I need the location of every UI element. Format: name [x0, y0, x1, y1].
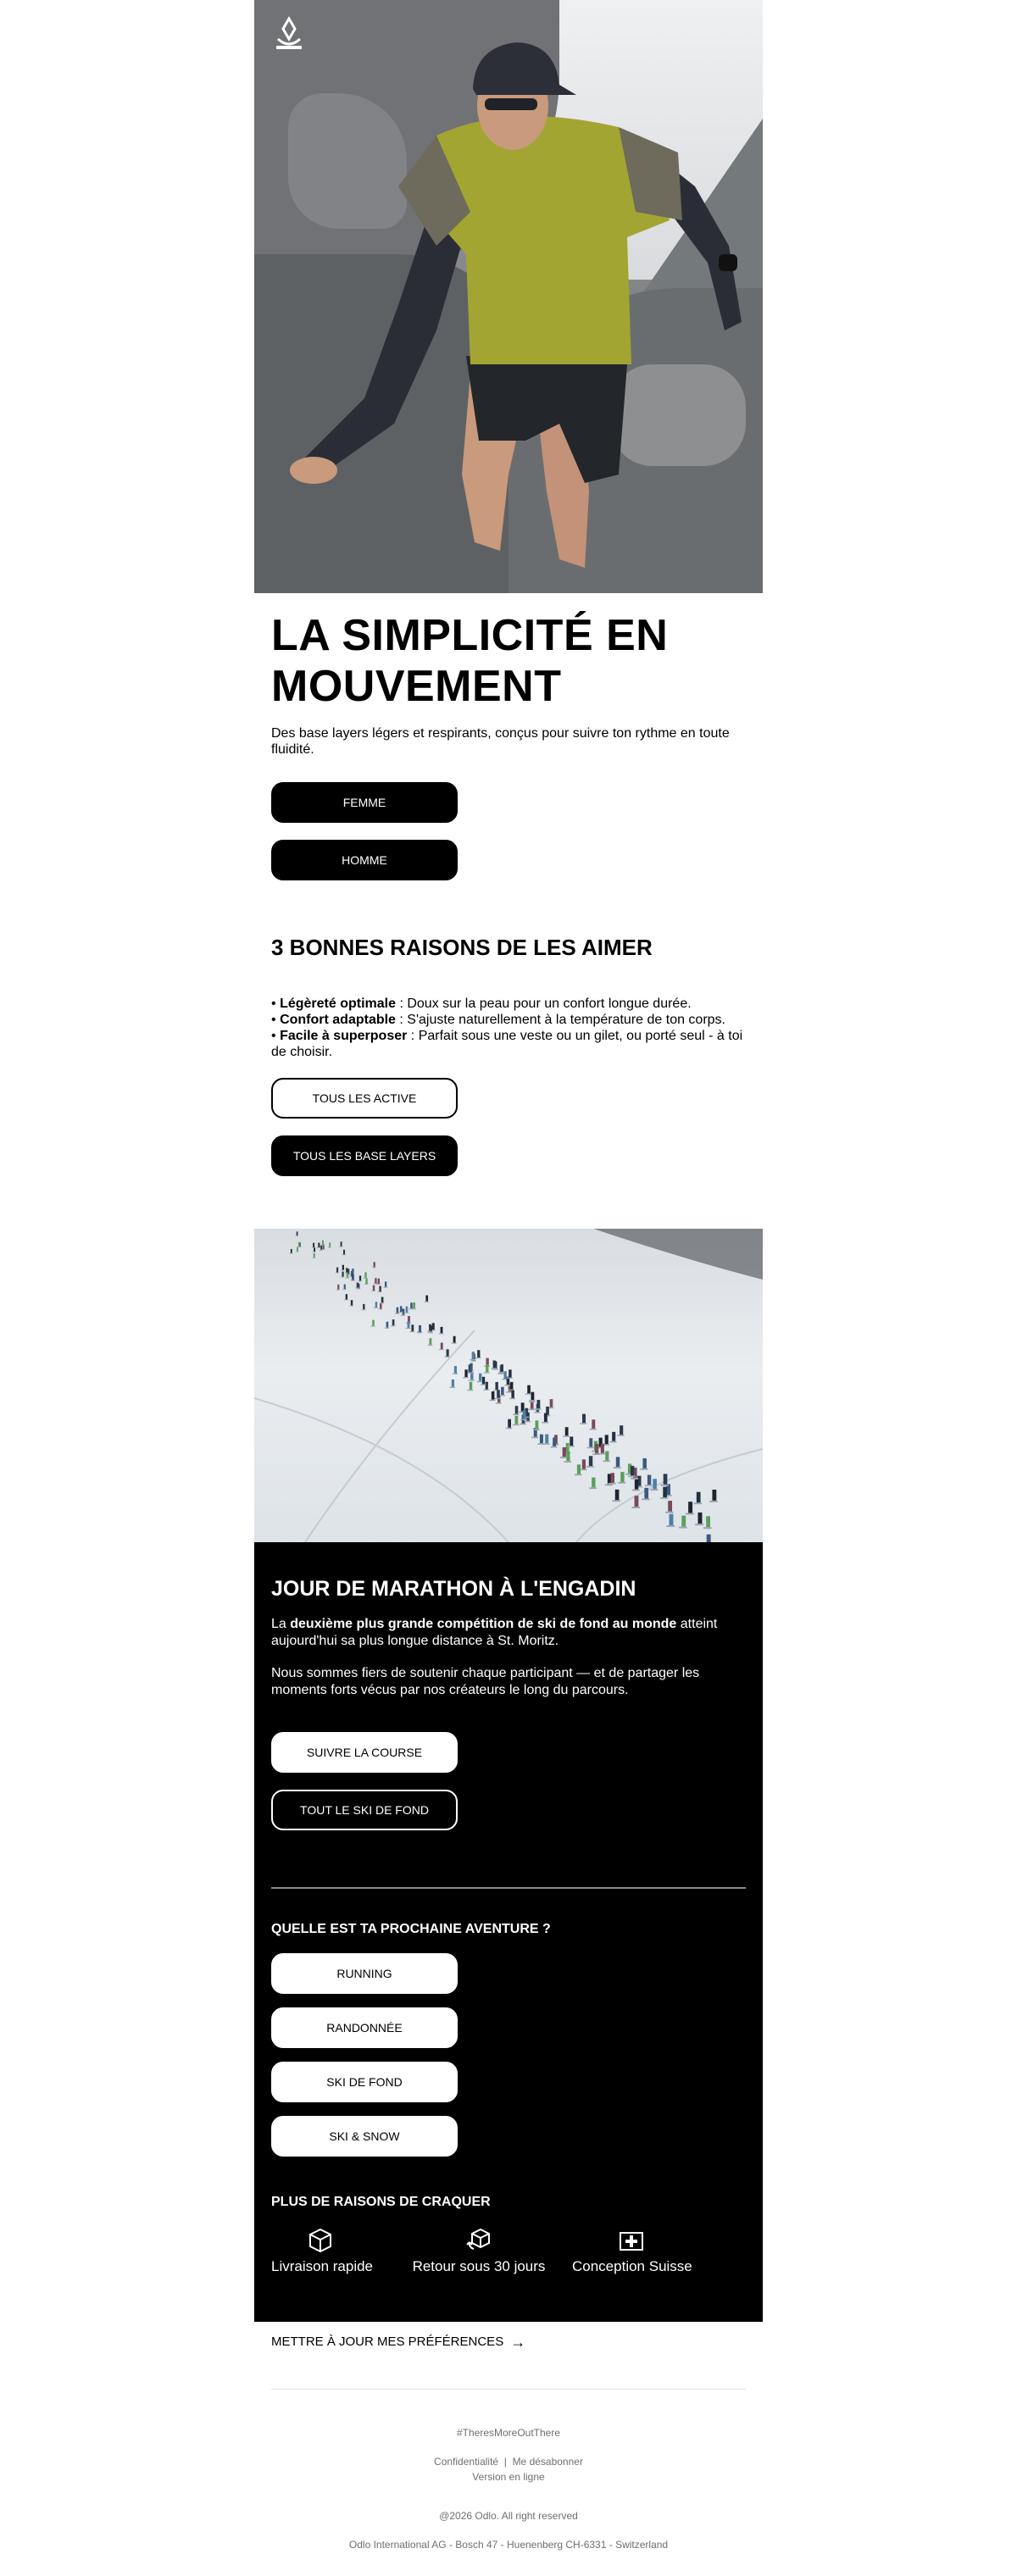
odlo-logo-icon[interactable] — [270, 14, 308, 53]
skier-figure — [695, 1513, 703, 1525]
skier-figure — [344, 1294, 348, 1300]
perk-swiss-design — [572, 2227, 691, 2275]
skier-figure — [439, 1343, 444, 1351]
skier-figure — [362, 1304, 366, 1310]
update-preferences-link[interactable] — [271, 2334, 525, 2350]
swiss-cross-icon — [618, 2227, 645, 2254]
page-title-line1: LA SIMPLICITÉ EN — [271, 611, 669, 660]
running-button[interactable]: RUNNING — [271, 1953, 458, 1994]
skier-figure — [444, 1349, 449, 1357]
skier-figure — [665, 1501, 674, 1513]
skier-figure — [296, 1247, 299, 1252]
arrow-right-icon: → — [510, 2334, 526, 2351]
femme-button[interactable]: FEMME — [271, 782, 458, 823]
link-separator: | — [503, 2456, 507, 2468]
preferences-label: METTRE À JOUR MES PRÉFÉRENCES — [271, 2334, 504, 2349]
skier-figure — [364, 1279, 369, 1285]
runner-illustration — [254, 0, 763, 593]
follow-race-button[interactable]: SUIVRE LA COURSE — [271, 1732, 458, 1773]
skier-figure — [358, 1275, 361, 1281]
skier-figure — [339, 1241, 342, 1246]
skier-figure — [666, 1514, 675, 1527]
skier-figure — [475, 1350, 481, 1358]
skier-figure — [380, 1297, 384, 1304]
intro-text: Des base layers légers et respirants, conçus pour suivre ton rythme en toute fluidité. — [271, 726, 730, 757]
adventure-title: QUELLE EST TA PROCHAINE AVENTURE ? — [271, 1922, 551, 1936]
return-box-icon — [465, 2227, 492, 2254]
all-cross-country-button[interactable]: TOUT LE SKI DE FOND — [271, 1790, 458, 1830]
perk-return-30-days — [411, 2227, 547, 2275]
hashtag: #TheresMoreOutThere — [456, 2427, 561, 2439]
skier-figure — [703, 1516, 712, 1529]
skier-figure — [513, 1406, 519, 1415]
skier-figure — [589, 1478, 597, 1490]
skier-figure — [493, 1382, 499, 1391]
footer-divider — [271, 2389, 746, 2390]
cross-country-ski-button[interactable]: SKI DE FOND — [271, 2062, 458, 2102]
skier-figure — [590, 1419, 597, 1430]
all-active-button[interactable]: TOUS LES ACTIVE — [271, 1078, 458, 1119]
skier-figure — [335, 1268, 338, 1274]
skier-figure — [378, 1286, 382, 1293]
skier-figure — [463, 1369, 469, 1378]
skier-figure — [395, 1307, 399, 1314]
skier-figure — [543, 1435, 550, 1445]
skier-figure — [425, 1296, 429, 1302]
skier-figure — [709, 1490, 718, 1502]
skier-figure — [328, 1242, 331, 1247]
skier-figure — [537, 1435, 544, 1445]
copyright: @2026 Odlo. All right reserved — [439, 2510, 578, 2522]
skiers-illustration — [254, 1229, 763, 1542]
online-version-row — [254, 2471, 763, 2484]
reason-item: • Confort adaptable : S'ajuste naturellement à la température de ton corps. — [271, 1013, 725, 1027]
skier-figure — [372, 1262, 376, 1268]
skier-figure — [489, 1391, 495, 1401]
skier-figure — [450, 1380, 456, 1388]
skier-figure — [513, 1416, 520, 1426]
skier-figure — [499, 1364, 505, 1373]
skier-figure — [378, 1303, 382, 1310]
footer-links — [254, 2456, 763, 2468]
reasons-list — [271, 996, 746, 1060]
email-body — [254, 0, 763, 2576]
privacy-link[interactable]: Confidentialité — [434, 2456, 499, 2468]
skier-figure — [703, 1535, 712, 1542]
perk-label: Conception Suisse — [572, 2258, 692, 2274]
marathon-section — [254, 1542, 763, 2322]
reason-item: • Légèreté optimale : Doux sur la peau pour un confort longue durée. — [271, 997, 692, 1011]
skier-figure — [535, 1400, 542, 1410]
skier-figure — [563, 1427, 570, 1437]
skier-figure — [391, 1319, 395, 1326]
skier-figure — [580, 1459, 586, 1470]
intro-section — [254, 610, 763, 1229]
skier-figure — [614, 1457, 621, 1468]
company-address: Odlo International AG - Bosch 47 - Huenenberg CH-6331 - Switzerland — [348, 2539, 669, 2551]
skier-figure — [342, 1250, 346, 1255]
skier-figure — [371, 1285, 375, 1291]
skier-figure — [317, 1243, 320, 1248]
skier-figure — [385, 1322, 389, 1329]
skier-figure — [383, 1281, 387, 1287]
skier-figure — [587, 1438, 594, 1448]
skier-figure — [295, 1231, 298, 1236]
skier-figure — [468, 1382, 474, 1391]
skier-figure — [477, 1374, 483, 1382]
marathon-image[interactable] — [254, 1229, 763, 1542]
page-title-line2: MOUVEMENT — [271, 662, 562, 711]
footer — [254, 2322, 763, 2576]
skier-figure — [525, 1385, 531, 1395]
hero-image[interactable] — [254, 0, 763, 593]
skier-figure — [342, 1284, 346, 1290]
skier-figure — [694, 1492, 702, 1504]
skier-figure — [374, 1278, 378, 1284]
hiking-button[interactable]: RANDONNÉE — [271, 2007, 458, 2048]
skier-figure — [336, 1285, 340, 1291]
marathon-title: JOUR DE MARATHON À L'ENGADIN — [271, 1577, 636, 1601]
skier-figure — [506, 1419, 513, 1430]
perk-fast-delivery — [271, 2227, 374, 2275]
skier-figure — [428, 1338, 433, 1346]
ski-snow-button[interactable]: SKI & SNOW — [271, 2116, 458, 2157]
perk-label: Livraison rapide — [271, 2258, 374, 2274]
reason-item: • Facile à superposer : Parfait sous une veste ou un gilet, ou porté seul - à toi de choisir. — [271, 1029, 743, 1059]
skier-figure — [640, 1458, 647, 1470]
unsubscribe-link[interactable]: Me désabonner — [512, 2456, 583, 2468]
skier-figure — [404, 1307, 408, 1313]
skier-figure — [408, 1302, 413, 1309]
skier-figure — [370, 1320, 375, 1327]
skier-figure — [439, 1327, 444, 1335]
skier-figure — [618, 1472, 625, 1484]
skier-figure — [349, 1300, 353, 1306]
all-base-layers-button[interactable]: TOUS LES BASE LAYERS — [271, 1135, 458, 1176]
skier-figure — [452, 1336, 457, 1344]
skier-figure — [679, 1516, 687, 1529]
marathon-paragraph-1: La deuxième plus grande compétition de ski de fond au monde atteint aujourd'hui sa plus longue distance à St. Moritz. — [271, 1617, 718, 1648]
skier-figure — [364, 1272, 368, 1278]
box-icon — [307, 2227, 334, 2254]
skier-figure — [613, 1490, 620, 1502]
skier-figure — [617, 1425, 624, 1436]
skier-figure — [374, 1302, 378, 1308]
online-version-link[interactable]: Version en ligne — [472, 2471, 545, 2483]
skier-figure — [645, 1475, 653, 1486]
skier-figure — [341, 1265, 344, 1271]
skier-figure — [686, 1502, 694, 1514]
skier-figure — [341, 1272, 344, 1278]
skier-figure — [609, 1432, 616, 1443]
skier-figure — [499, 1387, 505, 1396]
perks-title: PLUS DE RAISONS DE CRAQUER — [271, 2195, 491, 2209]
skier-figure — [290, 1249, 293, 1254]
skier-figure — [586, 1456, 594, 1468]
page-title — [271, 610, 746, 712]
perk-label: Retour sous 30 jours — [412, 2258, 546, 2274]
reasons-title: 3 BONNES RAISONS DE LES AIMER — [271, 935, 653, 960]
skier-figure — [312, 1253, 315, 1258]
skier-figure — [580, 1414, 586, 1424]
skier-figure — [453, 1366, 458, 1374]
homme-button[interactable]: HOMME — [271, 840, 458, 880]
section-divider — [271, 1887, 746, 1889]
marathon-paragraph-2: Nous sommes fiers de soutenir chaque participant — et de partager les moments forts vécus par nos créateurs le long du parcours. — [271, 1666, 700, 1697]
